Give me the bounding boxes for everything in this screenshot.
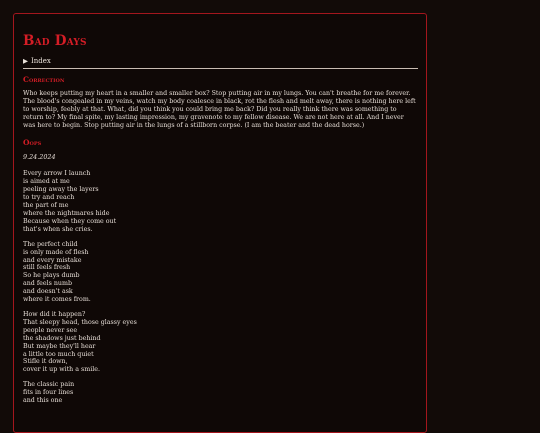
poem-stanza: [23, 241, 418, 304]
poem-line: is only made of flesh: [23, 248, 89, 256]
poem-line: But maybe they'll hear: [23, 342, 96, 350]
post-date: 9.24.2024: [23, 153, 56, 162]
poem-line: So he plays dumb: [23, 272, 80, 280]
poem-line: Every arrow I launch: [23, 170, 91, 178]
poem-line: still feels fresh: [23, 264, 71, 272]
poem-line: cover it up with a smile.: [23, 366, 100, 374]
poem-line: that's when she cries.: [23, 225, 93, 233]
poem-line: How did it happen?: [23, 310, 86, 318]
divider: [23, 68, 418, 69]
index-toggle[interactable]: [23, 57, 418, 66]
poem-line: where it comes from.: [23, 296, 91, 304]
poem-line: That sleepy head, those glassy eyes: [23, 318, 137, 326]
section-paragraph: Who keeps putting my heart in a smaller and smaller box? Stop putting air in my lungs. You can't breathe for me forever. The blood's congealed in my veins, watch my body coalesce in black, rot the flesh and melt away, there is nothing here left to worship, feebly at that. What, did you think you could bring me back? Did you really think there was something to return to? My final spite, my lasting impression, my gravenote to my fellow disease. We are not here at all. And I never was here to begin. Stop putting air in the lungs of a stillborn corpse. (I am the beater and the dead horse.): [23, 90, 416, 130]
poem-line: and this one: [23, 397, 63, 405]
index-label[interactable]: Index: [31, 57, 51, 65]
poem-line: where the nightmares hide: [23, 210, 110, 217]
poem-line: The perfect child: [23, 240, 78, 248]
section-heading: Correction: [23, 75, 65, 84]
section-oops: [23, 138, 418, 404]
poem-line: is aimed at me: [23, 178, 70, 186]
site-title[interactable]: Bad Days: [23, 33, 87, 49]
section-correction: [23, 75, 418, 130]
poem-stanza: [23, 311, 418, 374]
poem-line: and doesn't ask: [23, 288, 73, 296]
poem-line: fits in four lines: [23, 389, 74, 397]
poem-line: the shadows just behind: [23, 334, 101, 342]
poem-line: people never see: [23, 326, 78, 334]
poem-line: Stifle it down,: [23, 358, 68, 366]
poem-stanza: [23, 170, 418, 233]
poem-line: and feels numb: [23, 280, 72, 288]
disclosure-triangle-icon[interactable]: ▶: [23, 57, 28, 65]
poem-line: the part of me: [23, 202, 69, 210]
poem-line: Because when they come out: [23, 217, 117, 225]
page-container: [13, 13, 427, 433]
poem-stanza: [23, 381, 418, 405]
poem-line: The classic pain: [23, 381, 75, 389]
poem-line: and every mistake: [23, 256, 82, 264]
poem-line: a little too much quiet: [23, 350, 94, 358]
poem-line: peeling away the layers: [23, 186, 99, 194]
section-heading: Oops: [23, 138, 42, 148]
poem-line: to try and reach: [23, 194, 75, 202]
